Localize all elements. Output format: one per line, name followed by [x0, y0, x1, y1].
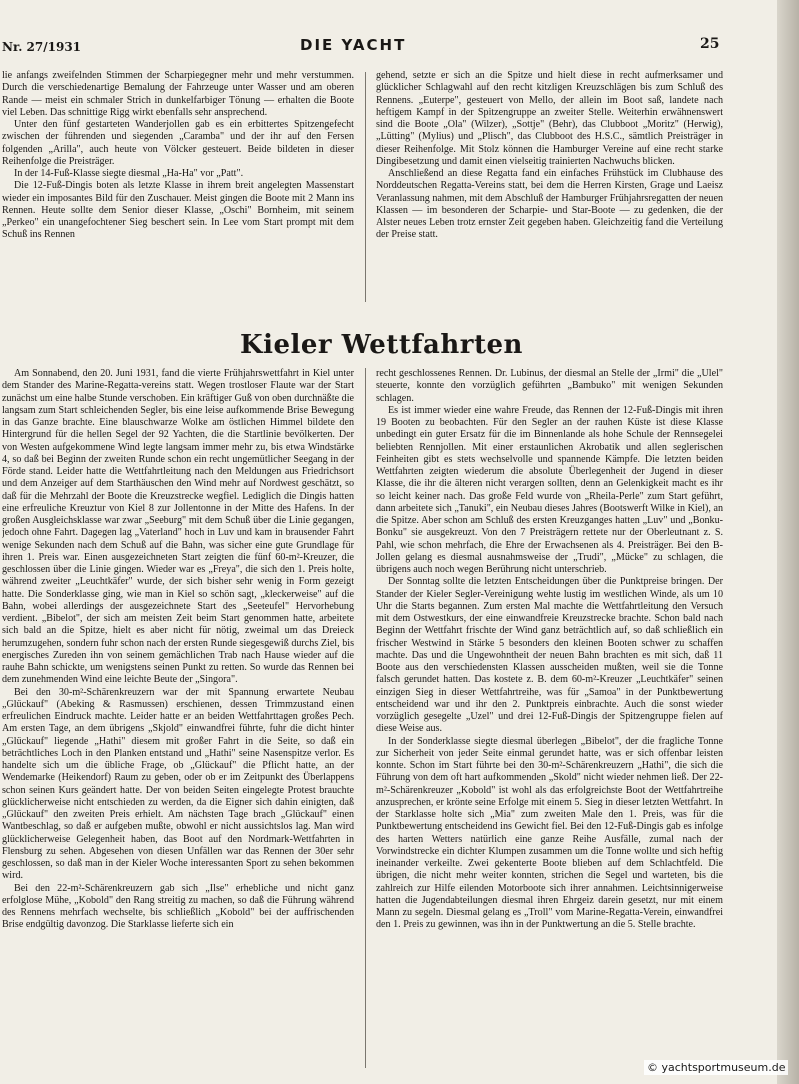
paragraph: Unter den fünf gestarteten Wanderjollen gab es ein erbittertes Spitzengefecht zwischen der führenden und siegenden „Caramba" und der ihr auf den Fersen folgenden „Arilla", auch heute von Völcker gesteuert. Beide bildeten in dieser Reihenfolge die Preisträger. [2, 119, 354, 167]
top-right-column [376, 70, 723, 298]
paragraph: lie anfangs zweifelnden Stimmen der Scharpiegegner mehr und mehr verstummen. Durch die verschiedenartige Bemalung der Fahrzeuge unter Wasser und am oberen Rande — meist ein schmaler Strich in dunkelfarbiger Tönung — erhalten die Boote viel Leben. Das schnittige Rigg wirkt ebenfalls sehr ansprechend. [2, 70, 354, 118]
column-divider [365, 368, 366, 1068]
article-left-column [2, 368, 354, 1068]
magazine-title: DIE YACHT [300, 36, 407, 54]
paragraph: In der 14-Fuß-Klasse siegte diesmal „Ha-Ha" vor „Patt". [14, 168, 244, 179]
article-headline: Kieler Wettfahrten [240, 330, 523, 360]
copyright-watermark: © yachtsportmuseum.de [644, 1060, 788, 1075]
paragraph: Es ist immer wieder eine wahre Freude, das Rennen der 12-Fuß-Dingis mit ihren 19 Booten zu beobachten. Für den Segler an der rauhen Küste ist diese Klasse unbedingt ein guter Ersatz für die im Binnenlande als hohe Schule der Rennsegelei beliebten Rennjollen. Mit einer erstaunlichen Akrobatik und allen seglerischen Feinheiten gibt es stets wechselvolle und spannende Kämpfe. Die letzten beiden Wettfahrten zeigten wiederum die absolute Überlegenheit der Jugend in dieser Klasse, die ihr die älteren nicht verargen sollten, denn an Gelenkigkeit macht es ihr so leicht keiner nach. Das große Feld wurde von „Rheila-Perle" zum Start geführt, dann arbeitete sich „Tanuki", ein Neubau dieses Jahres (Bootswerft Wilke in Kiel), an die Spitze. Aber schon am Schluß des ersten Kreuzganges hatten „Luv" und „Bonku-Bonku" sie ausgekreuzt. Von den 7 Preisträgern rettete nur der Oberleutnant z. S. Pahl, wie schon mehrfach, die Ehre der Erwachsenen als 4. Preisträger. Bei den B-Jollen gelang es diesmal ausnahmsweise der „Trudi", „Mücke" zu schlagen, die übrigens auch noch wegen Berührung nicht unterschrieb. [376, 404, 723, 575]
page-number: 25 [700, 36, 720, 52]
paragraph: Bei den 22-m²-Schärenkreuzern gab sich „Ilse" erhebliche und nicht ganz erfolglose Mühe, „Kobold" den Rang streitig zu machen, so daß die Führung während des Rennens mehrfach wechselte, bis schließlich „Kobold" bei der auffrischenden Brise endgültig davonzog. Die Starklasse lieferte sich ein [2, 882, 354, 931]
paragraph: Bei den 30-m²-Schärenkreuzern war der mit Spannung erwartete Neubau „Glückauf" (Abeking & Rasmussen) erschienen, dessen Trimmzustand einen erfreulichen Eindruck machte. Leider hatte er an beiden Wettfahrttagen großes Pech. Am ersten Tage, an dem übrigens „Skjold" einwandfrei führte, fuhr die dicht hinter „Glückauf" liegende „Hathi" diesem mit großer Fahrt in die Seite, so daß ein beträchtliches Loch in den Planken entstand und „Hathi" seine Nasenspitze verlor. Es handelte sich um die übliche Frage, ob „Glückauf" die Pflicht hatte, an der Wendemarke (Heikendorf) Raum zu geben, oder ob er im Zeitpunkt des Überlappens schon seinen Kurs geändert hatte. Der von beiden Seiten eingelegte Protest brauchte glücklicherweise nicht entschieden zu werden, da die Eigner sich dahin einigten, daß „Glückauf" den zweiten Preis erhielt. Am nächsten Tage brach „Glückauf" einen Wantbeschlag, so daß er aufgeben mußte, obwohl er nicht aussichtslos lag. Man wird glücklicherweise Gelegenheit haben, das Boot auf den Nordmark-Wettfahrten in Flensburg zu sehen. Abgesehen von diesen Unfällen war das Rennen der 30er sehr geschlossen, so daß man in der Kieler Woche interessanten Sport zu sehen bekommen wird. [2, 686, 354, 882]
top-left-column [2, 70, 354, 314]
article-right-column [376, 368, 723, 1058]
paragraph: In der Sonderklasse siegte diesmal überlegen „Bibelot", der die fragliche Tonne zur Sicherheit von jeder Seite einmal gerundet hatte, was er sich offenbar leisten konnte. Schon im Start führte bei den 30-m²-Schärenkreuzern „Hathi", die sich die Führung von dem oft hart aufkommenden „Skold" nicht wieder nehmen ließ. Der 22-m²-Schärenkreuzer „Kobold" ist wohl als das erfolgreichste Boot der Wettfahrtreihe anzusprechen, er krönte seine Erfolge mit einem 5. Sieg in dieser letzten Wettfahrt. In der Starklasse holte sich „Mia" zum zweiten Male den 1. Preis, was für die Punktbewertung entscheidend ins Gewicht fiel. Bei den 12-Fuß-Dingis gab es infolge des harten Wetters natürlich eine ganze Reihe Ausfälle, zumal nach der Vorwindstrecke ein dichter Klumpen zusammen um die Tonne wollte und sich heftig ineinander verkeilte. Zwei gekenterte Boote blieben auf dem Schlachtfeld. Die übrigen, die nicht mehr weiter konnten, strichen die Segel und warteten, bis die zahlreich zur Hilfe eilenden Motorboote sich ihrer annahmen. Leichtsinnigerweise hatten die Jugendabteilungen diesmal ihren Ehrgeiz darein gesetzt, nur mit einem Mann zu segeln. Diesmal gelang es „Troll" vom Marine-Regatta-Verein, einwandfrei den 1. Preis zu gewinnen, was ihn in der Punktwertung an die 5. Stelle brachte. [376, 735, 723, 931]
paragraph: Am Sonnabend, den 20. Juni 1931, fand die vierte Frühjahrswettfahrt in Kiel unter dem Stander des Marine-Regatta-vereins statt. Wegen trostloser Flaute war der Start zunächst um eine halbe Stunde verschoben. Ein kräftiger Guß von oben durchnäßte die langsam zum Start schleichenden Segler, bis eine leise aufkommende Brise Bewegung in das Ganze brachte. Eine blauschwarze Wolke am östlichen Himmel bildete den Hintergrund für die hellen Segel der 92 Yachten, die die Startlinie bevölkerten. Der von Westen aufgekommene Wind legte langsam immer mehr zu, bis etwa Windstärke 4, so daß bei Beginn der zweiten Runde schon ein recht ungemütlicher Seegang in der Förde stand. Leider hatte die Wettfahrtleitung nach den Meldungen aus Friedrichsort und dem Anzeiger auf dem Starthäuschen den Wind mehr auf Nordwest geschätzt, so daß für die Mehrzahl der Boote die Kreuzstrecke wegfiel. Lediglich die Dingis hatten eine erfreuliche Kreuztur von Kiel 8 zur Jollentonne in der Mitte des Hafens. In der großen Ausgleichsklasse war zwar „Seeburg" mit dem Schuß über die Linie gegangen, jedoch ohne Fahrt. Dagegen lag „Vaterland" hoch in Luv und kam in brausender Fahrt wenige Sekunden nach dem Schuß auf die Bahn, was sicher eine gute Grundlage für ihren 1. Preis war. Einen ausgezeichneten Start zeigten die fünf 60-m²-Kreuzer, die geschlossen über die Linie gingen. Wieder war es „Freya", die sich den 1. Preis holte, während zweiter „Leuchtkäfer" wurde, der sich bisher sehr wenig in Form gezeigt hatte. Die Sonderklasse ging, wie man in Kiel so schön sagt, „kleckerweise" auf die Bahn, wobei allerdings der ausgezeichnete Start des „Seeteufel" Hervorhebung verdient. „Bibelot", der sich am meisten Zeit beim Start genommen hatte, arbeitete sich bald an die Spitze, hielt es aber nicht für nötig, zweimal um das Dreieck herumzugehen, sondern fuhr schon nach der ersten Runde siegesgewiß durchs Ziel, bis energisches Zureden ihn von seinem gemächlichen Trab nach Hause wieder auf die rauhe Bahn schickte, um wenigstens seinen Punkt zu retten. So wurde das Rennen bei dem zunehmenden Wind eine leichte Beute der „Singora". [2, 368, 354, 686]
paragraph: Anschließend an diese Regatta fand ein einfaches Frühstück im Clubhause des Norddeutschen Regatta-Vereins statt, bei dem die Herren Kirsten, Grage und Laeisz Veranlassung nahmen, mit dem Abschluß der Hamburger Frühjahrsregatten der neuen Klassen — im besonderen der Scharpie- und Star-Boote — zu gedenken, die der Alster neues Leben trotz ernster Zeit gegeben haben. Gleichzeitig fand die Verteilung der Preise statt. [376, 168, 723, 241]
paragraph: gehend, setzte er sich an die Spitze und hielt diese in recht aufmerksamer und glücklicher Schlagwahl auf den recht kitzligen Kreuzschlägen bis zum Schluß des Rennens. „Euterpe", gesteuert von Mello, der allein im Boot saß, landete nach heftigem Kampf in der Spitzengruppe an zweiter Stelle. Weiterhin erwähnenswert sind die Boote „Ola" (Wilzer), „Sottje" (Behr), das Clubboot „Moritz" (Herwig), „Lütting" (Mylius) und „Plisch", das Clubboot des H.S.C., sämtlich Preisträger in dieser Reihenfolge. Mit Stolz können die Hamburger Vereine auf eine recht starke Dingibesetzung und damit einen vielseitig trainierten Nachwuchs blicken. [376, 70, 723, 167]
paragraph: Der Sonntag sollte die letzten Entscheidungen über die Punktpreise bringen. Der Stander der Kieler Segler-Vereinigung wehte lustig im westlichen Winde, als um 10 Uhr die Starts begannen. Zum ersten Mal machte die Wettfahrtleitung den Versuch mit dem Ostwestkurs, der eine einwandfreie Kreuzstrecke brachte. Schon bald nach Beginn der Wettfahrt frischte der Wind ganz beträchtlich auf, so daß schließlich ein frischer Westwind in Stärke 5 besonders den kleinen Booten schwer zu schaffen machte. Das und die Ungewohntheit der neuen Bahn brachten es mit sich, daß 11 Boote aus den verschiedensten Klassen ausscheiden mußten, weil sie die Tonne falsch gerundet hatten. Das kostete z. B. dem 60-m²-Kreuzer „Leuchtkäfer" seinen einzigen Sieg in dieser Wettfahrtreihe, was für „Samoa" in der Punktbewertung entscheidend war und ihr den 2. Punktpreis einbrachte. Auch die sonst wieder vorzüglich gesegelte „Uzel" und drei 12-Fuß-Dingis der Spitzengruppe fielen auf diese Weise aus. [376, 576, 723, 735]
page-header [0, 34, 740, 54]
paragraph: Die 12-Fuß-Dingis boten als letzte Klasse in ihrem breit angelegten Massenstart wieder ein imposantes Bild für den Zuschauer. Meist gingen die Boote mit 2 Mann ins Rennen. Heute sollte dem Senior dieser Klasse, „Oschi" Bornheim, mit seinem „Perkeo" ein unangefochtener Sieg beschert sein. In Lee vom Start prompt mit dem Schuß ins Rennen [2, 180, 354, 241]
issue-number: Nr. 27/1931 [2, 40, 82, 54]
paragraph: recht geschlossenes Rennen. Dr. Lubinus, der diesmal an Stelle der „Irmi" die „Ulel" steuerte, konnte den vorzüglich geführten „Bambuko" mit wenigen Sekunden schlagen. [376, 368, 723, 404]
column-divider [365, 72, 366, 302]
page-edge-shadow [777, 0, 799, 1084]
